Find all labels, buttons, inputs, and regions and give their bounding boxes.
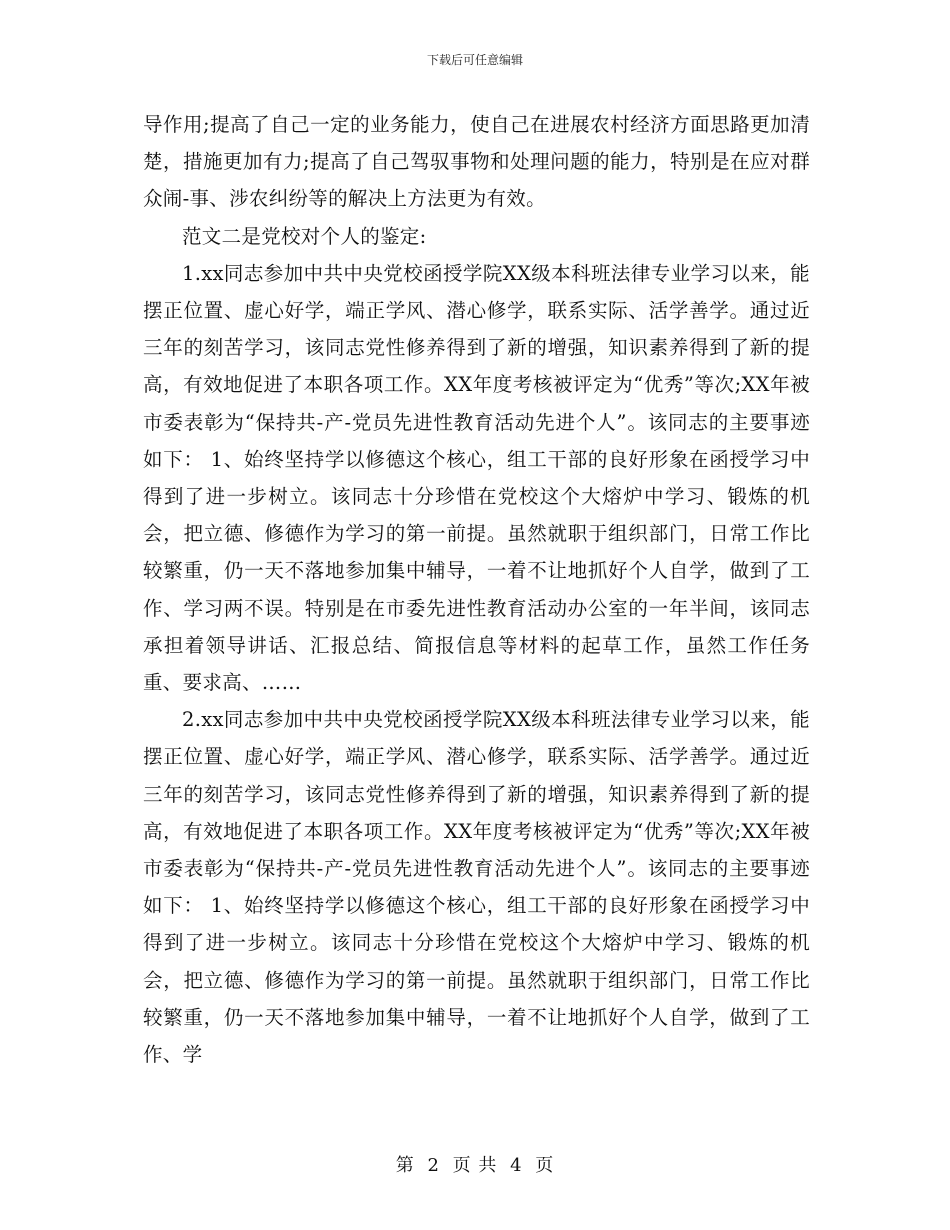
- footer-page-number: 2: [427, 1155, 440, 1176]
- document-body: [143, 106, 810, 1073]
- paragraph-sample-2: 2.xx同志参加中共中央党校函授学院XX级本科班法律专业学习以来，能摆正位置、虚心好学，端正学风、潜心修学，联系实际、活学善学。通过近三年的刻苦学习，该同志党性修养得到了新的增强，知识素养得到了新的提高，有效地促进了本职各项工作。XX年度考核被评定为“优秀”等次;XX年被市委表彰为“保持共-产-党员先进性教育活动先进个人”。该同志的主要事迹如下： 1、始终坚持学以修德这个核心，组工干部的良好形象在函授学习中得到了进一步树立。该同志十分珍惜在党校这个大熔炉中学习、锻炼的机会，把立德、修德作为学习的第一前提。虽然就职于组织部门，日常工作比较繁重，仍一天不落地参加集中辅导，一着不让地抓好个人自学，做到了工作、学: [143, 708, 810, 1067]
- paragraph-section-title: 范文二是党校对个人的鉴定:: [182, 224, 427, 248]
- page-header: [0, 52, 950, 68]
- footer-middle: 页 共: [452, 1155, 498, 1176]
- footer-prefix: 第: [395, 1155, 415, 1176]
- paragraph-sample-1: 1.xx同志参加中共中央党校函授学院XX级本科班法律专业学习以来，能摆正位置、虚心好学，端正学风、潜心修学，联系实际、活学善学。通过近三年的刻苦学习，该同志党性修养得到了新的增强，知识素养得到了新的提高，有效地促进了本职各项工作。XX年度考核被评定为“优秀”等次;XX年被市委表彰为“保持共-产-党员先进性教育活动先进个人”。该同志的主要事迹如下： 1、始终坚持学以修德这个核心，组工干部的良好形象在函授学习中得到了进一步树立。该同志十分珍惜在党校这个大熔炉中学习、锻炼的机会，把立德、修德作为学习的第一前提。虽然就职于组织部门，日常工作比较繁重，仍一天不落地参加集中辅导，一着不让地抓好个人自学，做到了工作、学习两不误。特别是在市委先进性教育活动办公室的一年半间，该同志承担着领导讲话、汇报总结、简报信息等材料的起草工作，虽然工作任务重、要求高、……: [143, 261, 810, 695]
- footer-suffix: 页: [535, 1155, 555, 1176]
- paragraph-continuation: 导作用;提高了自己一定的业务能力，使自己在进展农村经济方面思路更加清楚，措施更加有力;提高了自己驾驭事物和处理问题的能力，特别是在应对群众闹-事、涉农纠纷等的解决上方法更为有效。: [143, 113, 810, 211]
- header-text: 下载后可任意编辑: [426, 53, 523, 67]
- page-footer: [0, 1155, 950, 1177]
- footer-total-pages: 4: [510, 1155, 523, 1176]
